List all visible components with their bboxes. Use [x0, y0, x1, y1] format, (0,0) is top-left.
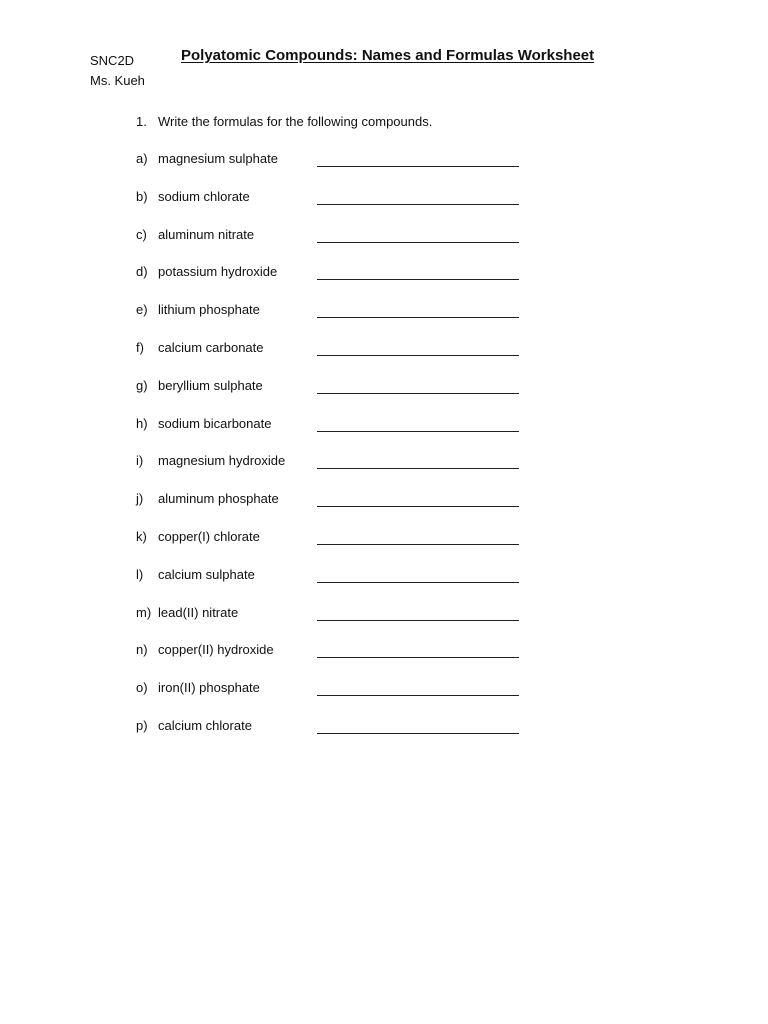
- answer-blank[interactable]: [317, 279, 519, 280]
- compound-name: magnesium hydroxide: [158, 453, 286, 469]
- item-letter: d): [136, 264, 148, 280]
- compound-name: aluminum nitrate: [158, 226, 255, 242]
- course-code: SNC2D: [90, 53, 135, 68]
- compound-name: calcium carbonate: [158, 339, 264, 355]
- question-prompt: [136, 114, 432, 129]
- answer-blank[interactable]: [317, 317, 519, 318]
- item-letter: b): [136, 188, 148, 204]
- item-letter: j): [136, 491, 144, 507]
- item-letter: c): [136, 226, 147, 242]
- answer-blank[interactable]: [317, 166, 519, 167]
- compound-name: sodium chlorate: [158, 188, 250, 204]
- answer-blank[interactable]: [317, 468, 519, 469]
- answer-blank[interactable]: [317, 242, 519, 243]
- item-letter: f): [136, 339, 144, 355]
- compound-name: lead(II) nitrate: [158, 604, 239, 620]
- compound-name: calcium sulphate: [158, 566, 255, 582]
- compound-name: copper(I) chlorate: [158, 528, 260, 544]
- item-letter: e): [136, 302, 148, 318]
- compound-name: copper(II) hydroxide: [158, 642, 274, 658]
- item-letter: l): [136, 566, 144, 582]
- item-letter: k): [136, 528, 147, 544]
- item-letter: i): [136, 453, 144, 469]
- answer-blank[interactable]: [317, 620, 519, 621]
- item-letter: g): [136, 377, 148, 393]
- answer-blank[interactable]: [317, 393, 519, 394]
- compound-name: beryllium sulphate: [158, 377, 263, 393]
- answer-blank[interactable]: [317, 695, 519, 696]
- answer-blank[interactable]: [317, 204, 519, 205]
- answer-blank[interactable]: [317, 657, 519, 658]
- teacher-name: Ms. Kueh: [90, 73, 145, 88]
- compound-name: sodium bicarbonate: [158, 415, 272, 431]
- worksheet-title: Polyatomic Compounds: Names and Formulas Worksheet: [181, 47, 595, 64]
- item-letter: m): [136, 604, 152, 620]
- answer-blank[interactable]: [317, 506, 519, 507]
- compound-name: calcium chlorate: [158, 717, 252, 733]
- answer-blank[interactable]: [317, 355, 519, 356]
- answer-blank[interactable]: [317, 733, 519, 734]
- header-info: [90, 51, 145, 91]
- item-letter: h): [136, 415, 148, 431]
- item-letter: o): [136, 680, 148, 696]
- item-letter: p): [136, 717, 148, 733]
- answer-blank[interactable]: [317, 544, 519, 545]
- item-letter: n): [136, 642, 148, 658]
- question-text: Write the formulas for the following compounds.: [158, 114, 433, 129]
- compound-name: aluminum phosphate: [158, 491, 279, 507]
- compound-name: magnesium sulphate: [158, 151, 278, 166]
- item-letter: a): [136, 151, 148, 166]
- question-number: 1.: [136, 114, 147, 129]
- answer-blank[interactable]: [317, 582, 519, 583]
- compound-name: iron(II) phosphate: [158, 680, 260, 696]
- compound-name: lithium phosphate: [158, 302, 260, 318]
- answer-blank[interactable]: [317, 431, 519, 432]
- compound-name: potassium hydroxide: [158, 264, 278, 280]
